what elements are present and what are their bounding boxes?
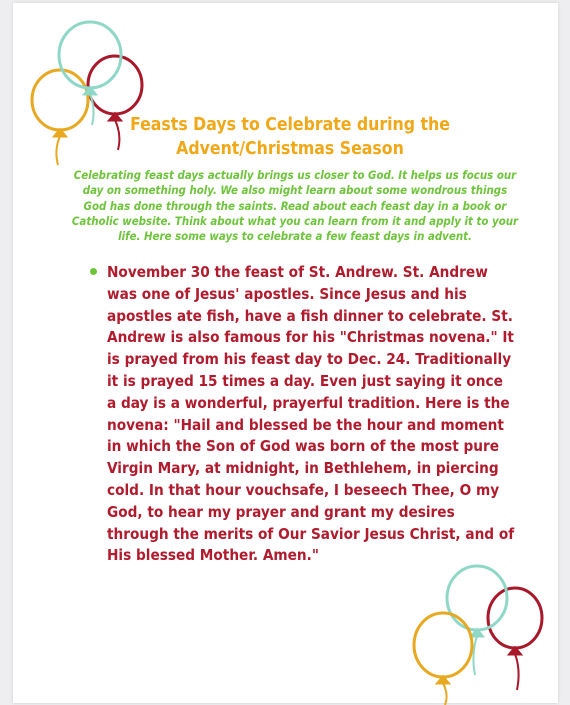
balloons-bottom-right-icon [395,560,560,705]
feast-list [86,262,516,567]
list-item [86,262,516,567]
intro-paragraph: Celebrating feast days actually brings us closer to God. It helps us focus our day on something holy. We also might learn about some wondrous things God has done through the saints. Read about each feast day in a book or Catholic website. Think about what you can learn from it and apply it to your life. Here some ways to celebrate a few feast days in advent. [71,168,519,244]
feast-item-text: November 30 the feast of St. Andrew. St. Andrew was one of Jesus' apostles. Since Jesus and his apostles ate fish, have a fish dinner to celebrate. St. Andrew is also famous for his "Christmas novena." It is prayed from his feast day to Dec. 24. Traditionally it is prayed 15 times a day. Even just saying it once a day is a wonderful, prayerful tradition. Here is the novena: "Hail and blessed be the hour and moment in which the Son of God was born of the most pure Virgin Mary, at midnight, in Bethlehem, in piercing cold. In that hour vouchsafe, I beseech Thee, O my God, to hear my prayer and grant my desires through the merits of Our Savior Jesus Christ, and of His blessed Mother. Amen." [107,263,515,565]
document-title: Feasts Days to Celebrate during the Advent/Christmas Season [130,115,450,159]
bullet-icon [90,268,97,275]
